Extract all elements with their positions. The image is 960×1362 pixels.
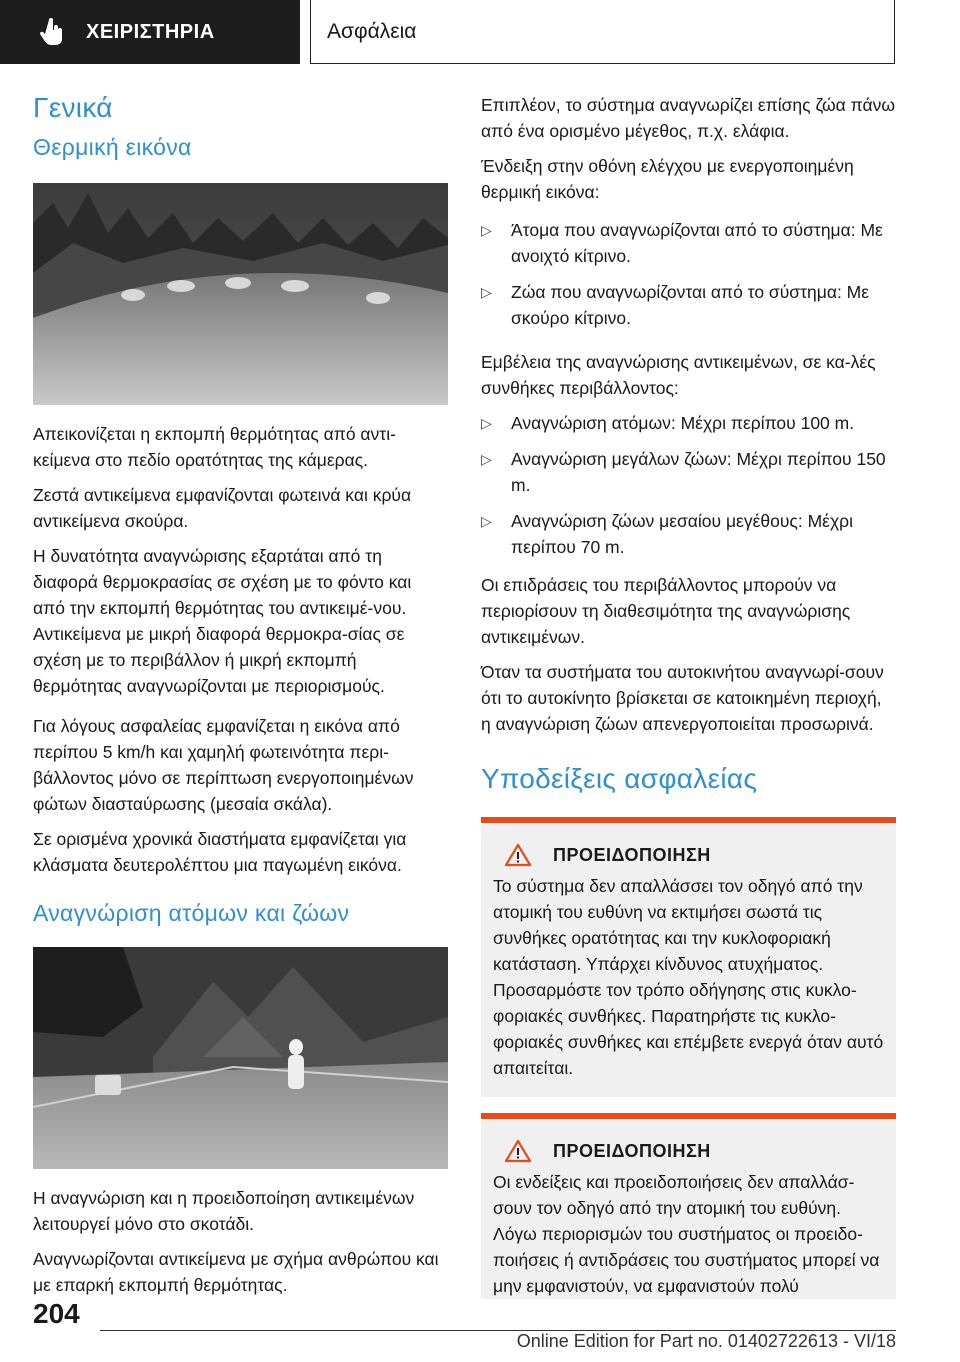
triangle-bullet-icon: ▷ (481, 415, 492, 431)
subtitle-person-animal-detection: Αναγνώριση ατόμων και ζώων (33, 900, 350, 926)
triangle-bullet-icon: ▷ (481, 451, 492, 467)
triangle-bullet-icon: ▷ (481, 222, 492, 238)
paragraph: Απεικονίζεται η εκπομπή θερμότητας από αντι-κείμενα στο πεδίο ορατότητας της κάμερας. (33, 424, 396, 470)
subtitle-thermal-image: Θερμική εικόνα (33, 134, 192, 160)
paragraph: Για λόγους ασφαλείας εμφανίζεται η εικόνα από περίπου 5 km/h και χαμηλή φωτεινότητα περι-βάλλοντος μόνο σε περίπτωση ενεργοποιημένων φώτων διασταύρωσης (μεσαία σκάλα). (33, 716, 414, 814)
warning-triangle-icon (505, 1139, 531, 1163)
warning-text: Το σύστημα δεν απαλλάσσει τον οδηγό από την ατομική του ευθύνη να εκτιμήσει σωστά τις συνθήκες ορατότητας και την κυκλοφοριακή κατάσταση. Υπάρχει κίνδυνος ατυχήματος. Προσαρμόστε τον τρόπο οδήγησης στις κυκλο-φοριακές συνθήκες. Παρατηρήστε τις κυκλο-φοριακές συνθήκες και επέμβετε ενεργά όταν αυτό απαιτείται. (493, 876, 884, 1078)
range-list (481, 410, 896, 560)
warning-box (481, 817, 896, 1097)
paragraph: Η δυνατότητα αναγνώρισης εξαρτάται από τη διαφορά θερμοκρασίας σε σχέση με το φόντο και από την εκπομπή θερμότητας του αντικειμέ-νου. Αντικείμενα με μικρή διαφορά θερμοκρα-σίας σε σχέση με το περιβάλλον ή μικρή εκπομπή θερμότητας αναγνωρίζονται με περιορισμούς. (33, 546, 412, 696)
paragraph: Σε ορισμένα χρονικά διαστήματα εμφανίζεται για κλάσματα δευτερολέπτου μια παγωμένη εικόνα. (33, 829, 407, 875)
warning-title: ΠΡΟΕΙΔΟΠΟΙΗΣΗ (553, 1140, 711, 1161)
left-column (33, 92, 448, 1307)
section-tab[interactable] (310, 0, 895, 64)
paragraph: Όταν τα συστήματα του αυτοκινήτου αναγνωρί-σουν ότι το αυτοκίνητο βρίσκεται σε κατοικημένη περιοχή, η αναγνώριση ζώων απενεργοποιείται προσωρινά. (481, 662, 884, 734)
section-title-safety-notes: Υποδείξεις ασφαλείας (481, 763, 758, 794)
manual-tab[interactable] (0, 0, 300, 64)
hand-pointer-icon (38, 17, 68, 47)
warning-box (481, 1113, 896, 1299)
right-column (481, 92, 896, 1315)
paragraph: Αναγνωρίζονται αντικείμενα με σχήμα ανθρώπου και με επαρκή εκπομπή θερμότητας. (33, 1249, 439, 1295)
paragraph: Ένδειξη στην οθόνη ελέγχου με ενεργοποιημένη θερμική εικόνα: (481, 156, 854, 202)
triangle-bullet-icon: ▷ (481, 513, 492, 529)
display-list (481, 217, 896, 331)
manual-tab-label: ΧΕΙΡΙΣΤΗΡΙΑ (86, 20, 215, 43)
list-item: ▷ Άτομα που αναγνωρίζονται από το σύστημα: Με ανοιχτό κίτρινο. (481, 217, 896, 269)
list-item: ▷ Ζώα που αναγνωρίζονται από το σύστημα: Με σκούρο κίτρινο. (481, 279, 896, 331)
section-title-general: Γενικά (33, 92, 113, 123)
triangle-bullet-icon: ▷ (481, 284, 492, 300)
paragraph: Εμβέλεια της αναγνώρισης αντικειμένων, σε κα-λές συνθήκες περιβάλλοντος: (481, 352, 876, 398)
section-tab-label: Ασφάλεια (327, 19, 417, 43)
warning-triangle-icon (505, 843, 531, 867)
thermal-image-animals-photo (33, 183, 448, 405)
warning-text: Οι ενδείξεις και προειδοποιήσεις δεν απαλλάσ-σουν τον οδηγό από την ατομική του ευθύνη. Λόγω περιορισμών του συστήματος οι προειδο-ποιήσεις ή αντιδράσεις του συστήματος μπορεί να μην εμφανιστούν, να εμφανιστούν πολύ (493, 1172, 880, 1296)
paragraph: Ζεστά αντικείμενα εμφανίζονται φωτεινά και κρύα αντικείμενα σκούρα. (33, 485, 412, 531)
warning-title: ΠΡΟΕΙΔΟΠΟΙΗΣΗ (553, 844, 711, 865)
paragraph: Η αναγνώριση και η προειδοποίηση αντικειμένων λειτουργεί μόνο στο σκοτάδι. (33, 1188, 415, 1234)
paragraph: Οι επιδράσεις του περιβάλλοντος μπορούν να περιορίσουν τη διαθεσιμότητα της αναγνώρισης αντικειμένων. (481, 575, 851, 647)
list-item: ▷ Αναγνώριση ζώων μεσαίου μεγέθους: Μέχρι περίπου 70 m. (481, 508, 896, 560)
list-item: ▷ Αναγνώριση μεγάλων ζώων: Μέχρι περίπου 150 m. (481, 446, 896, 498)
page-number: 204 (33, 1298, 80, 1329)
thermal-image-person-photo (33, 947, 448, 1169)
paragraph: Επιπλέον, το σύστημα αναγνωρίζει επίσης ζώα πάνω από ένα ορισμένο μέγεθος, π.χ. ελάφια. (481, 95, 896, 141)
edition-footer: Online Edition for Part no. 01402722613 - VI/18 (516, 1331, 896, 1351)
list-item: ▷ Αναγνώριση ατόμων: Μέχρι περίπου 100 m. (481, 410, 896, 436)
